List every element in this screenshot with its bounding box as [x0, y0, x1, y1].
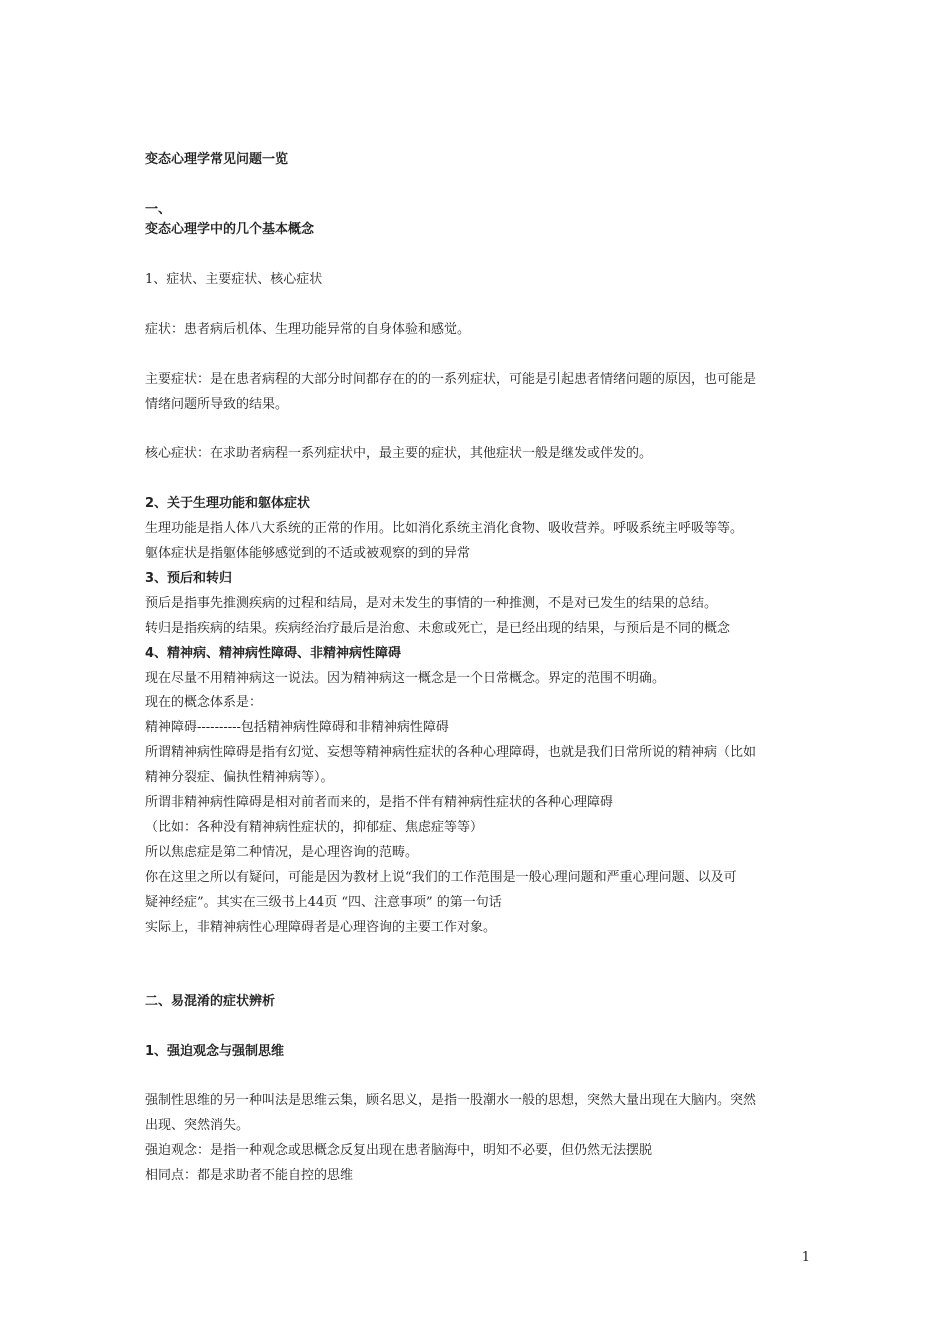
obsession-definition: 强迫观念：是指一种观念或思概念反复出现在患者脑海中，明知不必要，但仍然无法摆脱: [145, 1143, 653, 1158]
similarity-note: 相同点：都是求助者不能自控的思维: [145, 1168, 354, 1183]
section-1-number: 一、: [145, 202, 172, 217]
physiological-function-definition: 生理功能是指人体八大系统的正常的作用。比如消化系统主消化食物、吸收营养。呼吸系统主呼吸等等。: [145, 521, 744, 536]
symptom-definition: 症状：患者病后机体、生理功能异常的自身体验和感觉。: [145, 322, 471, 337]
item-3-heading: 3、预后和转归: [145, 571, 233, 586]
forced-thinking-line-1: 强制性思维的另一种叫法是思维云集，顾名思义，是指一股潮水一般的思想，突然大量出现在大脑内。突然: [145, 1093, 757, 1108]
psychotic-disorder-line-1: 所谓精神病性障碍是指有幻觉、妄想等精神病性症状的各种心理障碍，也就是我们日常所说的精神病（比如: [145, 745, 757, 760]
psychosis-note: 现在尽量不用精神病这一说法。因为精神病这一概念是一个日常概念。界定的范围不明确。: [145, 671, 666, 686]
forced-thinking-line-2: 出现、突然消失。: [145, 1118, 250, 1133]
document-title: 变态心理学常见问题一览: [145, 152, 289, 167]
section-1-title: 变态心理学中的几个基本概念: [145, 222, 315, 237]
item-1-heading: 1、症状、主要症状、核心症状: [145, 272, 323, 287]
page-number: 1: [801, 1250, 810, 1265]
anxiety-note: 所以焦虑症是第二种情况，是心理咨询的范畴。: [145, 845, 419, 860]
main-symptom-line-1: 主要症状：是在患者病程的大部分时间都存在的的一系列症状，可能是引起患者情绪问题的原因，也可能是: [145, 372, 757, 387]
outcome-definition: 转归是指疾病的结果。疾病经治疗最后是治愈、未愈或死亡，是已经出现的结果，与预后是不同的概念: [145, 621, 731, 636]
psychotic-disorder-line-2: 精神分裂症、偏执性精神病等）。: [145, 770, 334, 785]
section-2-title: 二、易混淆的症状辨析: [145, 994, 276, 1009]
item-2-heading: 2、关于生理功能和躯体症状: [145, 496, 311, 511]
prognosis-definition: 预后是指事先推测疾病的过程和结局，是对未发生的事情的一种推测，不是对已发生的结果的总结。: [145, 596, 718, 611]
item-4-heading: 4、精神病、精神病性障碍、非精神病性障碍: [145, 646, 402, 661]
nonpsychotic-examples: （比如：各种没有精神病性症状的，抑郁症、焦虑症等等）: [145, 820, 484, 835]
nonpsychotic-disorder-definition: 所谓非精神病性障碍是相对前者而来的，是指不伴有精神病性症状的各种心理障碍: [145, 795, 614, 810]
current-system-label: 现在的概念体系是：: [145, 695, 263, 710]
main-symptom-line-2: 情绪问题所导致的结果。: [145, 397, 289, 412]
section-2-item-1-heading: 1、强迫观念与强制思维: [145, 1044, 285, 1059]
somatic-symptom-definition: 躯体症状是指躯体能够感觉到的不适或被观察的到的异常: [145, 546, 471, 561]
actually-note: 实际上，非精神病性心理障碍者是心理咨询的主要工作对象。: [145, 920, 497, 935]
doubt-line-2: 疑神经症”。其实在三级书上44页 “四、注意事项” 的第一句话: [145, 895, 502, 910]
core-symptom-definition: 核心症状：在求助者病程一系列症状中，最主要的症状，其他症状一般是继发或伴发的。: [145, 446, 653, 461]
mental-disorder-definition: 精神障碍----------包括精神病性障碍和非精神病性障碍: [145, 720, 449, 735]
doubt-line-1: 你在这里之所以有疑问，可能是因为教材上说“我们的工作范围是一般心理问题和严重心理问题、以及可: [145, 870, 737, 885]
